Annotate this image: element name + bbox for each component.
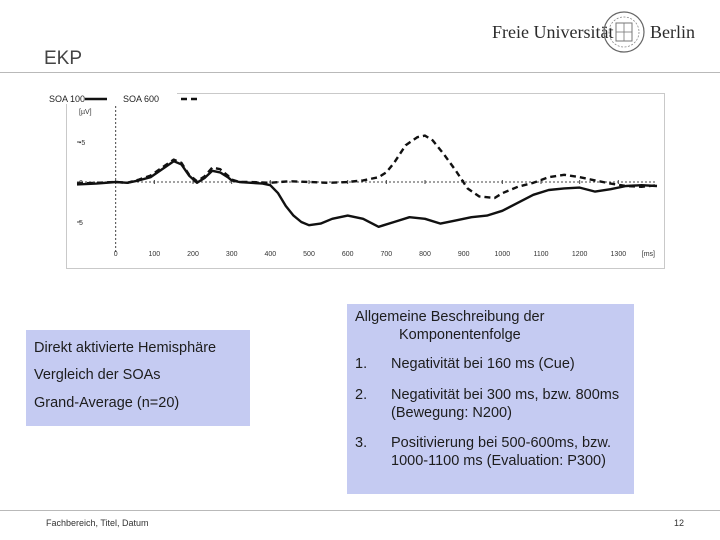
series-line-soa-100 <box>77 161 657 227</box>
logo-text-right: Berlin <box>650 22 695 42</box>
footer-text: Fachbereich, Titel, Datum <box>46 518 149 528</box>
legend-label-soa-600: SOA 600 <box>123 94 160 104</box>
component-item-number: 3. <box>355 435 368 451</box>
header-divider <box>0 72 720 73</box>
x-tick-label: 200 <box>187 251 199 258</box>
erp-chart <box>49 94 664 268</box>
x-tick-label: 400 <box>264 251 277 258</box>
x-axis-label: [ms] <box>641 251 655 258</box>
x-tick-label: 300 <box>225 251 238 258</box>
page-number: 12 <box>673 518 684 528</box>
component-item-number: 1. <box>355 356 368 372</box>
component-heading-line-2: Komponentenfolge <box>399 327 521 343</box>
university-logo <box>492 6 702 58</box>
slide-title: EKP <box>44 48 83 69</box>
left-box-line-3: Grand-Average (n=20) <box>34 395 180 411</box>
footer-divider <box>0 510 720 511</box>
x-tick-label: 100 <box>148 251 161 258</box>
left-box-line-2: Vergleich der SOAs <box>34 367 161 383</box>
y-axis-label: [µV] <box>79 109 92 116</box>
x-tick-label: 1300 <box>610 251 627 258</box>
y-tick-label: 0 <box>79 180 83 187</box>
component-item-number: 2. <box>355 387 368 403</box>
component-item-text: Negativität bei 160 ms (Cue) <box>391 356 575 372</box>
component-heading-line-1: Allgemeine Beschreibung der <box>355 309 545 325</box>
component-description-box <box>347 304 634 494</box>
legend-label-soa-100: SOA 100 <box>49 94 86 104</box>
x-tick-label: 1000 <box>494 251 511 258</box>
y-tick-label: -5 <box>79 140 86 147</box>
x-tick-label: 1100 <box>533 251 549 258</box>
component-heading <box>355 308 625 344</box>
y-tick-label: 5 <box>79 220 83 227</box>
x-tick-label: 800 <box>419 251 431 258</box>
logo-text-left: Freie Universität <box>492 22 614 42</box>
x-tick-label: 0 <box>113 251 118 258</box>
component-item-text: Positivierung bei 500-600ms, bzw. 1000-1100 ms (Evaluation: P300) <box>391 435 612 469</box>
left-box-line-1: Direkt aktivierte Hemisphäre <box>34 340 217 356</box>
component-item-text: Negativität bei 300 ms, bzw. 800ms (Bewegung: N200) <box>391 387 620 421</box>
x-tick-label: 700 <box>380 251 393 258</box>
x-tick-label: 600 <box>341 251 354 258</box>
erp-chart-frame <box>49 93 665 269</box>
x-tick-label: 900 <box>457 251 470 258</box>
x-tick-label: 500 <box>303 251 315 258</box>
x-tick-label: 1200 <box>571 251 588 258</box>
description-box-left <box>26 330 250 426</box>
